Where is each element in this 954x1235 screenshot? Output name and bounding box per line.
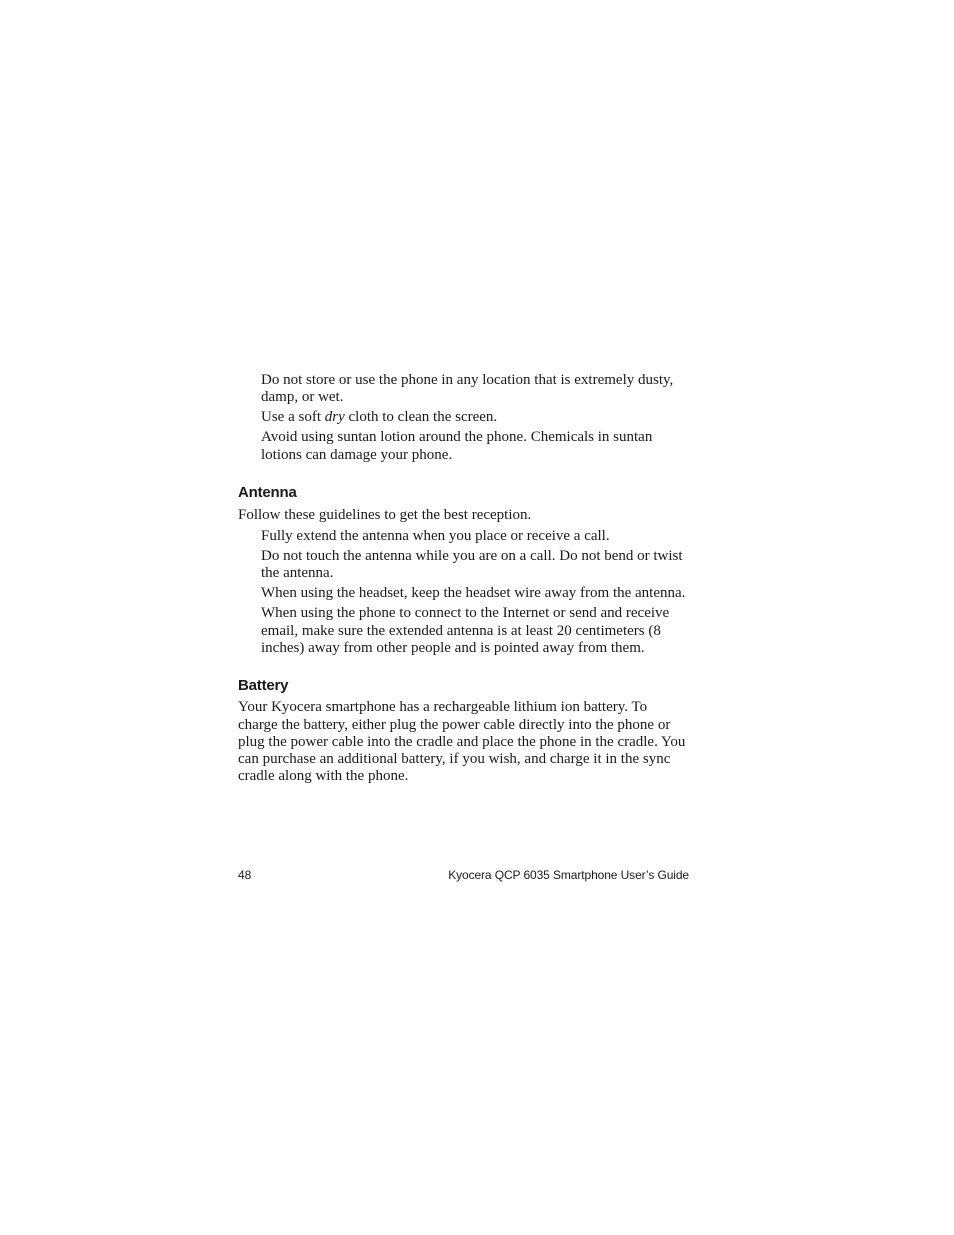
guide-title: Kyocera QCP 6035 Smartphone User’s Guide: [448, 868, 689, 882]
section-heading-battery: Battery: [238, 677, 289, 695]
page-footer: [238, 867, 689, 883]
antenna-guidelines-list: [238, 528, 690, 657]
text-run: cloth to clean the screen.: [344, 409, 498, 426]
page-content: [238, 372, 690, 786]
list-item: Avoid using suntan lotion around the phone. Chemicals in suntan lotions can damage your phone.: [261, 429, 653, 463]
antenna-intro-paragraph: Follow these guidelines to get the best reception.: [238, 506, 532, 523]
list-item: Fully extend the antenna when you place or receive a call.: [261, 528, 610, 545]
list-item: [261, 409, 690, 426]
text-run: Use a soft: [261, 409, 325, 426]
emphasis-text: dry: [324, 409, 345, 426]
list-item: Do not touch the antenna while you are on a call. Do not bend or twist the antenna.: [261, 548, 683, 582]
battery-paragraph: Your Kyocera smartphone has a rechargeable lithium ion battery. To charge the battery, either plug the power cable directly into the phone or plug the power cable into the cradle and place the phone in the cradle. You can purchase an additional battery, if you wish, and charge it in the sync cradle along with the phone.: [238, 699, 686, 785]
list-item: When using the phone to connect to the Internet or send and receive email, make sure the extended antenna is at least 20 centimeters (8 inches) away from other people and is pointed away from them.: [261, 605, 670, 656]
list-item: Do not store or use the phone in any location that is extremely dusty, damp, or wet.: [261, 372, 674, 406]
section-heading-antenna: Antenna: [238, 483, 297, 501]
page-number: 48: [238, 868, 252, 882]
list-item: When using the headset, keep the headset wire away from the antenna.: [261, 585, 686, 602]
care-guidelines-list: [238, 372, 690, 464]
